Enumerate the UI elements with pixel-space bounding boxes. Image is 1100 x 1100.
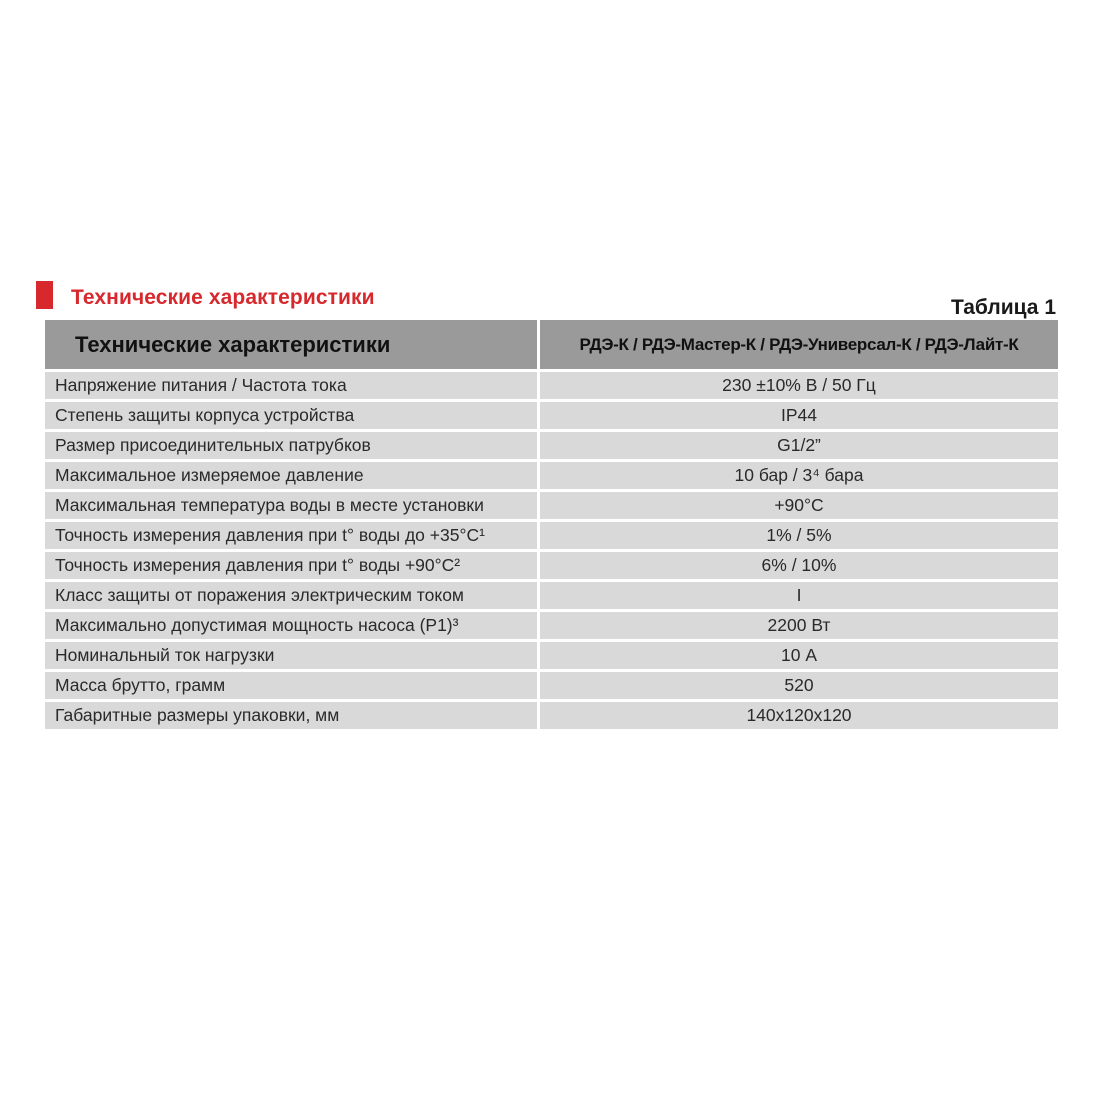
spec-value: IP44 (540, 402, 1058, 429)
spec-value: I (540, 582, 1058, 609)
spec-name: Размер присоединительных патрубков (45, 432, 537, 459)
spec-value: G1/2” (540, 432, 1058, 459)
spec-name: Класс защиты от поражения электрическим током (45, 582, 537, 609)
spec-name: Точность измерения давления при t° воды до +35°C¹ (45, 522, 537, 549)
spec-name: Напряжение питания / Частота тока (45, 372, 537, 399)
table-row (45, 462, 1058, 489)
spec-value: 6% / 10% (540, 552, 1058, 579)
table-row (45, 582, 1058, 609)
header-name-cell: Технические характеристики (45, 320, 537, 369)
spec-value: 230 ±10% В / 50 Гц (540, 372, 1058, 399)
table-row (45, 612, 1058, 639)
table-row (45, 672, 1058, 699)
table-row (45, 702, 1058, 729)
table-row (45, 372, 1058, 399)
table-row (45, 522, 1058, 549)
header-value-cell: РДЭ-К / РДЭ-Мастер-К / РДЭ-Универсал-К / РДЭ-Лайт-К (540, 320, 1058, 369)
table-row (45, 642, 1058, 669)
spec-value: 10 бар / 3⁴ бара (540, 462, 1058, 489)
spec-name: Максимальное измеряемое давление (45, 462, 537, 489)
spec-value: +90°C (540, 492, 1058, 519)
spec-name: Максимальная температура воды в месте установки (45, 492, 537, 519)
spec-value: 140x120x120 (540, 702, 1058, 729)
table-number-label: Таблица 1 (950, 296, 1056, 319)
table-row (45, 432, 1058, 459)
section-marker (36, 281, 53, 309)
table-row (45, 402, 1058, 429)
spec-value: 2200 Вт (540, 612, 1058, 639)
table-row (45, 552, 1058, 579)
table-header-row (45, 320, 1058, 369)
spec-value: 10 А (540, 642, 1058, 669)
spec-value: 520 (540, 672, 1058, 699)
spec-value: 1% / 5% (540, 522, 1058, 549)
spec-name: Степень защиты корпуса устройства (45, 402, 537, 429)
spec-name: Габаритные размеры упаковки, мм (45, 702, 537, 729)
spec-name: Номинальный ток нагрузки (45, 642, 537, 669)
spec-name: Максимально допустимая мощность насоса (P1)³ (45, 612, 537, 639)
spec-name: Масса брутто, грамм (45, 672, 537, 699)
section-title: Технические характеристики (71, 286, 375, 309)
spec-name: Точность измерения давления при t° воды +90°C² (45, 552, 537, 579)
table-row (45, 492, 1058, 519)
spec-table (45, 320, 1058, 729)
